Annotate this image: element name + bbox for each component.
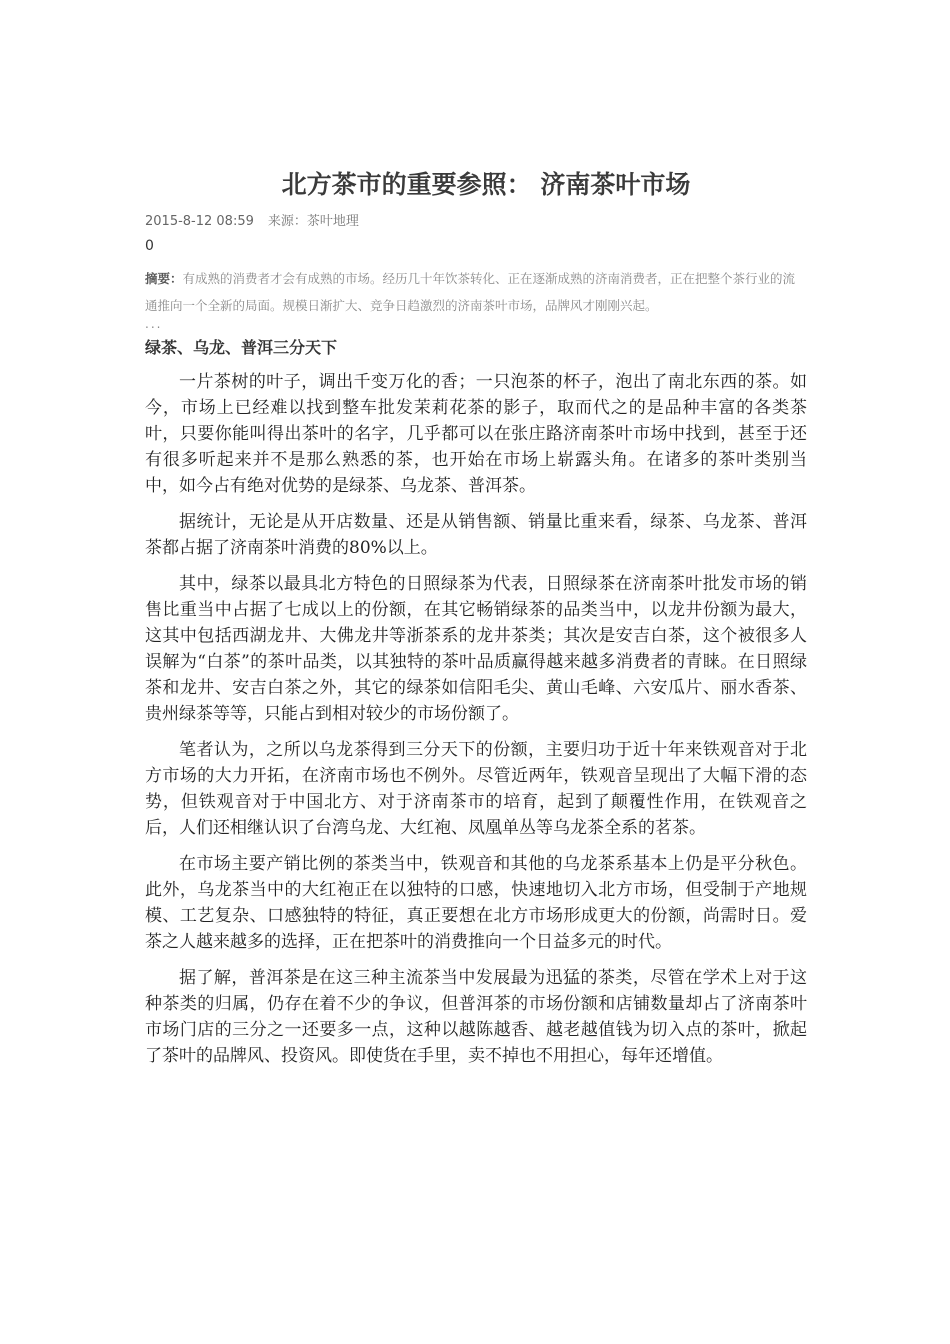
article (145, 160, 807, 1079)
article-paragraph: 一片茶树的叶子，调出千变万化的香；一只泡茶的杯子，泡出了南北东西的茶。如今，市场上已经难以找到整车批发茉莉花茶的影子，取而代之的是品种丰富的各类茶叶，只要你能叫得出茶叶的名字，几乎都可以在张庄路济南茶叶市场中找到，甚至于还有很多听起来并不是那么熟悉的茶，也开始在市场上崭露头角。在诸多的茶叶类别当中，如今占有绝对优势的是绿茶、乌龙茶、普洱茶。 (145, 372, 807, 496)
source-label: 来源： (267, 214, 307, 229)
publish-time: 2015-8-12 08:59 (145, 214, 254, 229)
summary-label: 摘要： (145, 271, 183, 286)
summary-text: 有成熟的消费者才会有成熟的市场。经历几十年饮茶转化、正在逐渐成熟的济南消费者，正在把整个茶行业的流通推向一个全新的局面。规模日渐扩大、竞争日趋激烈的济南茶叶市场，品牌风才刚刚兴起。 (145, 271, 796, 313)
article-paragraph: 笔者认为，之所以乌龙茶得到三分天下的份额，主要归功于近十年来铁观音对于北方市场的大力开拓，在济南市场也不例外。尽管近两年，铁观音呈现出了大幅下滑的态势，但铁观音对于中国北方、对于济南茶市的培育，起到了颠覆性作用，在铁观音之后，人们还相继认识了台湾乌龙、大红袍、凤凰单丛等乌龙茶全系的茗茶。 (145, 740, 807, 838)
summary-ellipsis: ... (145, 317, 163, 331)
section-heading: 绿茶、乌龙、普洱三分天下 (145, 338, 338, 357)
article-paragraph: 据统计，无论是从开店数量、还是从销售额、销量比重来看，绿茶、乌龙茶、普洱茶都占据了济南茶叶消费的80%以上。 (145, 512, 807, 558)
article-meta (145, 211, 807, 233)
article-paragraph: 其中，绿茶以最具北方特色的日照绿茶为代表，日照绿茶在济南茶叶批发市场的销售比重当中占据了七成以上的份额，在其它畅销绿茶的品类当中，以龙井份额为最大，这其中包括西湖龙井、大佛龙井等浙茶系的龙井茶类；其次是安吉白茶，这个被很多人误解为“白茶”的茶叶品类，以其独特的茶叶品质赢得越来越多消费者的青睐。在日照绿茶和龙井、安吉白茶之外，其它的绿茶如信阳毛尖、黄山毛峰、六安瓜片、丽水香茶、贵州绿茶等等，只能占到相对较少的市场份额了。 (145, 574, 807, 724)
source-name: 茶叶地理 (306, 214, 359, 229)
article-paragraph: 据了解，普洱茶是在这三种主流茶当中发展最为迅猛的茶类，尽管在学术上对于这种茶类的归属，仍存在着不少的争议，但普洱茶的市场份额和店铺数量却占了济南茶叶市场门店的三分之一还要多一点，这种以越陈越香、越老越值钱为切入点的茶叶，掀起了茶叶的品牌风、投资风。即使货在手里，卖不掉也不用担心，每年还增值。 (145, 968, 807, 1066)
article-title: 北方茶市的重要参照： 济南茶叶市场 (281, 170, 691, 199)
article-summary (145, 265, 807, 319)
comment-count: 0 (145, 238, 154, 254)
article-paragraph: 在市场主要产销比例的茶类当中，铁观音和其他的乌龙茶系基本上仍是平分秋色。此外，乌龙茶当中的大红袍正在以独特的口感，快速地切入北方市场，但受制于产地规模、工艺复杂、口感独特的特征，真正要想在北方市场形成更大的份额，尚需时日。爱茶之人越来越多的选择，正在把茶叶的消费推向一个日益多元的时代。 (145, 854, 807, 952)
